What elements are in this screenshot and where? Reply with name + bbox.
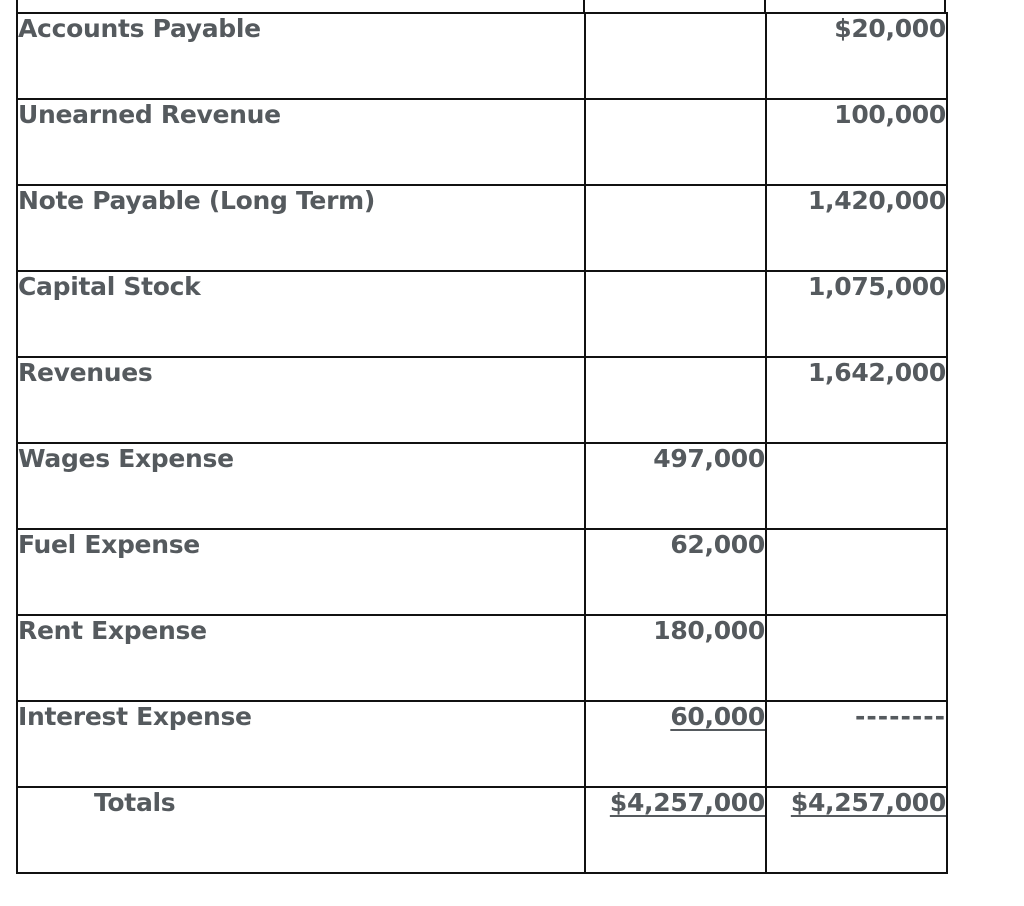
debit-amount: 497,000 (585, 443, 766, 529)
table-row (17, 99, 947, 185)
credit-amount (766, 615, 947, 701)
account-name: Note Payable (Long Term) (17, 185, 585, 271)
total-credit-cell (766, 787, 947, 873)
account-name: Fuel Expense (17, 529, 585, 615)
table-row (17, 271, 947, 357)
trial-balance-table (16, 12, 948, 874)
account-name: Accounts Payable (17, 13, 585, 99)
total-credit: $4,257,000 (790, 788, 946, 817)
account-name: Unearned Revenue (17, 99, 585, 185)
account-name: Revenues (17, 357, 585, 443)
debit-amount: 60,000 (670, 702, 765, 731)
total-debit: $4,257,000 (609, 788, 765, 817)
credit-amount: 1,642,000 (766, 357, 947, 443)
account-name: Wages Expense (17, 443, 585, 529)
credit-amount: 1,420,000 (766, 185, 947, 271)
debit-amount (585, 185, 766, 271)
debit-amount (585, 357, 766, 443)
table-row (17, 701, 947, 787)
credit-placeholder-dashes: -------- (766, 701, 947, 787)
debit-amount (585, 13, 766, 99)
table-row (17, 185, 947, 271)
table-row (17, 13, 947, 99)
account-name: Capital Stock (17, 271, 585, 357)
credit-amount (766, 443, 947, 529)
credit-amount (766, 529, 947, 615)
totals-label: Totals (17, 787, 585, 873)
total-debit-cell (585, 787, 766, 873)
table-row (17, 615, 947, 701)
debit-amount (585, 99, 766, 185)
account-name: Rent Expense (17, 615, 585, 701)
account-name: Interest Expense (17, 701, 585, 787)
debit-amount: 62,000 (585, 529, 766, 615)
debit-amount-cell (585, 701, 766, 787)
table-row (17, 529, 947, 615)
debit-amount: 180,000 (585, 615, 766, 701)
table-row (17, 357, 947, 443)
table-row (17, 443, 947, 529)
credit-amount: 1,075,000 (766, 271, 947, 357)
credit-amount: 100,000 (766, 99, 947, 185)
credit-amount: $20,000 (766, 13, 947, 99)
debit-amount (585, 271, 766, 357)
totals-row (17, 787, 947, 873)
